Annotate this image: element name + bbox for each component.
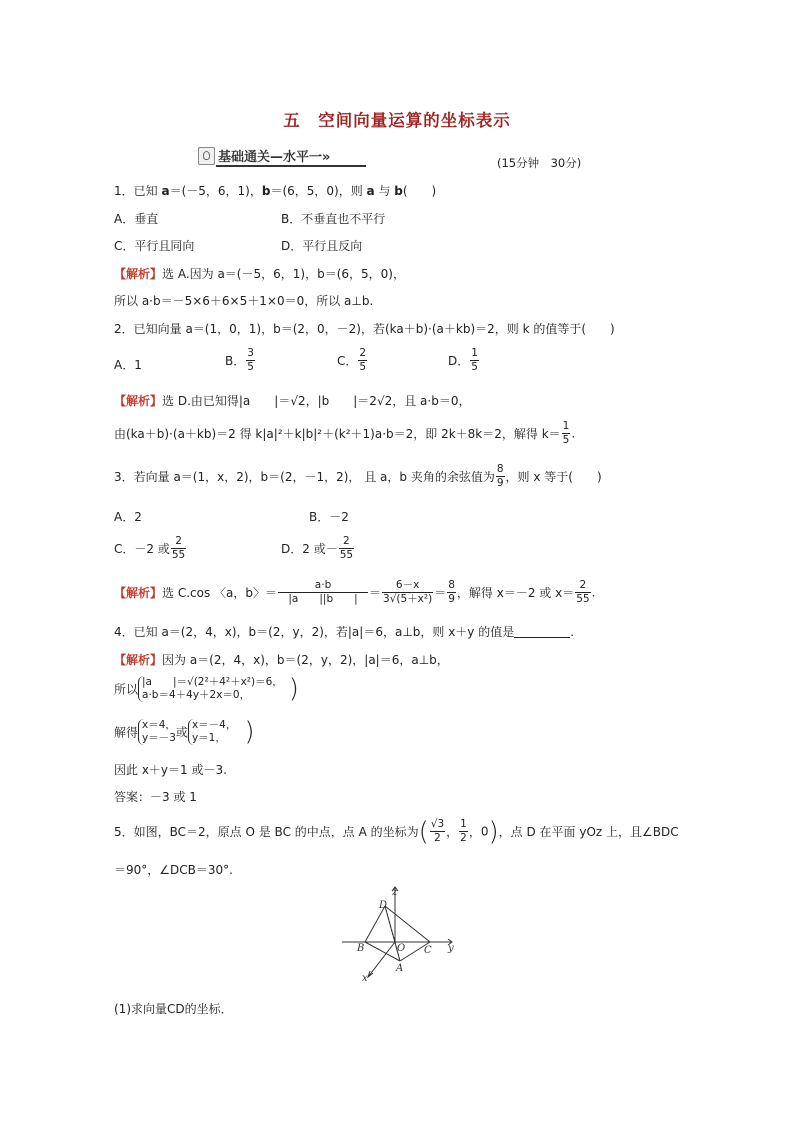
- q5-stem-line1: 5．如图，BC＝2，原点 O 是 BC 的中点，点 A 的坐标为( $\frac{√3}{2}$ ， $\frac{1}{2}$ ，0)，点 D 在平面 yOz 上，且∠BDC: [114, 816, 679, 847]
- label-o: O: [397, 943, 406, 954]
- q1-solution-line2: 所以 a·b＝－5×6＋6×5＋1×0＝0，所以 a⊥b.: [114, 294, 374, 308]
- q2-option-a: A．1: [114, 358, 142, 372]
- q3-stem: 3．若向量 a＝(1，x，2)，b＝(2，－1，2)， 且 a，b 夹角的余弦值为 $\frac{8}{9}$ ，则 x 等于( ): [114, 463, 602, 489]
- q5-figure: [340, 885, 458, 983]
- page-title: 五 空间向量运算的坐标表示: [283, 111, 511, 130]
- q2-option-b: B． $\frac{3}{5}$: [225, 347, 254, 373]
- x-axis: [368, 942, 395, 977]
- q3-option-d: D．2 或－ $\frac{2}{55}$: [281, 535, 354, 561]
- double-chevron-icon: »: [322, 150, 331, 165]
- q1-option-c: C．平行且同向: [114, 239, 195, 253]
- edge-dc: [385, 906, 430, 942]
- q4-solution-line1: 【解析】因为 a＝(2，4，x)，b＝(2，y，2)，|a|＝6，a⊥b，: [114, 653, 449, 667]
- q2-solution-line1: 【解析】选 D.由已知得|a |＝√2，|b |＝2√2，且 a·b＝0，: [114, 394, 471, 408]
- q5-subquestion-1: (1)求向量CD的坐标．: [114, 1002, 233, 1016]
- q4-system-1: 所以 |a |＝√(2²＋4²＋x²)＝6， a·b＝4＋4y＋2x＝0， ): [114, 674, 299, 704]
- q1-solution-line1: 【解析】选 A.因为 a＝(－5，6，1)，b＝(6，5，0)，: [114, 267, 405, 281]
- label-c: C: [424, 945, 432, 956]
- label-d: D: [379, 900, 388, 911]
- q3-option-a: A．2: [114, 510, 142, 524]
- answer-blank: [514, 625, 570, 638]
- q4-stem: 4．已知 a＝(2，4，x)，b＝(2，y，2)，若|a|＝6，a⊥b，则 x＋y 的值是 .: [114, 625, 575, 639]
- label-a: A: [396, 963, 404, 974]
- banner-underline: [216, 165, 366, 167]
- q3-solution: 【解析】选 C.cos 〈a，b〉＝ $\frac{a\cdot b}{|a ||b |}$ ＝ $\frac{6-x}{\text{3√(5＋x²)}}$ ＝ $\frac{8}{9}$ ，解得 x＝－2 或 x＝ $\frac{2}{55}$ .: [114, 579, 596, 605]
- q4-system-2: 解得 x＝4， y＝－3 或 x＝－4， y＝1， ): [114, 717, 255, 747]
- label-b: B: [357, 943, 365, 954]
- section-banner: [198, 146, 370, 166]
- q1-option-d: D．平行且反向: [281, 239, 363, 253]
- q5-stem-line2: ＝90°，∠DCB＝30°.: [114, 863, 233, 877]
- q2-option-d: D． $\frac{1}{5}$: [448, 347, 478, 373]
- edge-db: [365, 906, 385, 942]
- time-note: (15分钟 30分): [497, 156, 582, 170]
- q1-option-b: B．不垂直也不平行: [281, 212, 386, 226]
- q1-option-a: A．垂直: [114, 212, 159, 226]
- q2-option-c: C． $\frac{2}{5}$: [337, 347, 367, 373]
- q4-answer: 答案：－3 或 1: [114, 790, 197, 804]
- q2-solution-line2: 由(ka＋b)·(a＋kb)＝2 得 k|a|²＋k|b|²＋(k²＋1)a·b＝2，即 2k＋8k＝2，解得 k＝ $\frac{1}{5}$ .: [114, 420, 576, 446]
- q3-option-c: C．－2 或 $\frac{2}{55}$: [114, 535, 186, 561]
- q3-option-b: B．－2: [309, 510, 349, 524]
- banner-label: 基础通关—水平一: [218, 150, 323, 165]
- q1-stem: 1．已知 a＝(－5，6，1)，b＝(6，5，0)，则 a 与 b( ): [114, 184, 437, 198]
- label-y: y: [448, 943, 454, 954]
- label-z: z: [392, 887, 398, 898]
- q4-solution-line4: 因此 x＋y＝1 或－3.: [114, 763, 227, 777]
- bulb-icon: [198, 147, 215, 165]
- label-x: x: [362, 973, 368, 983]
- q2-stem: 2．已知向量 a＝(1，0，1)，b＝(2，0，－2)，若(ka＋b)·(a＋kb)＝2，则 k 的值等于( ): [114, 322, 615, 336]
